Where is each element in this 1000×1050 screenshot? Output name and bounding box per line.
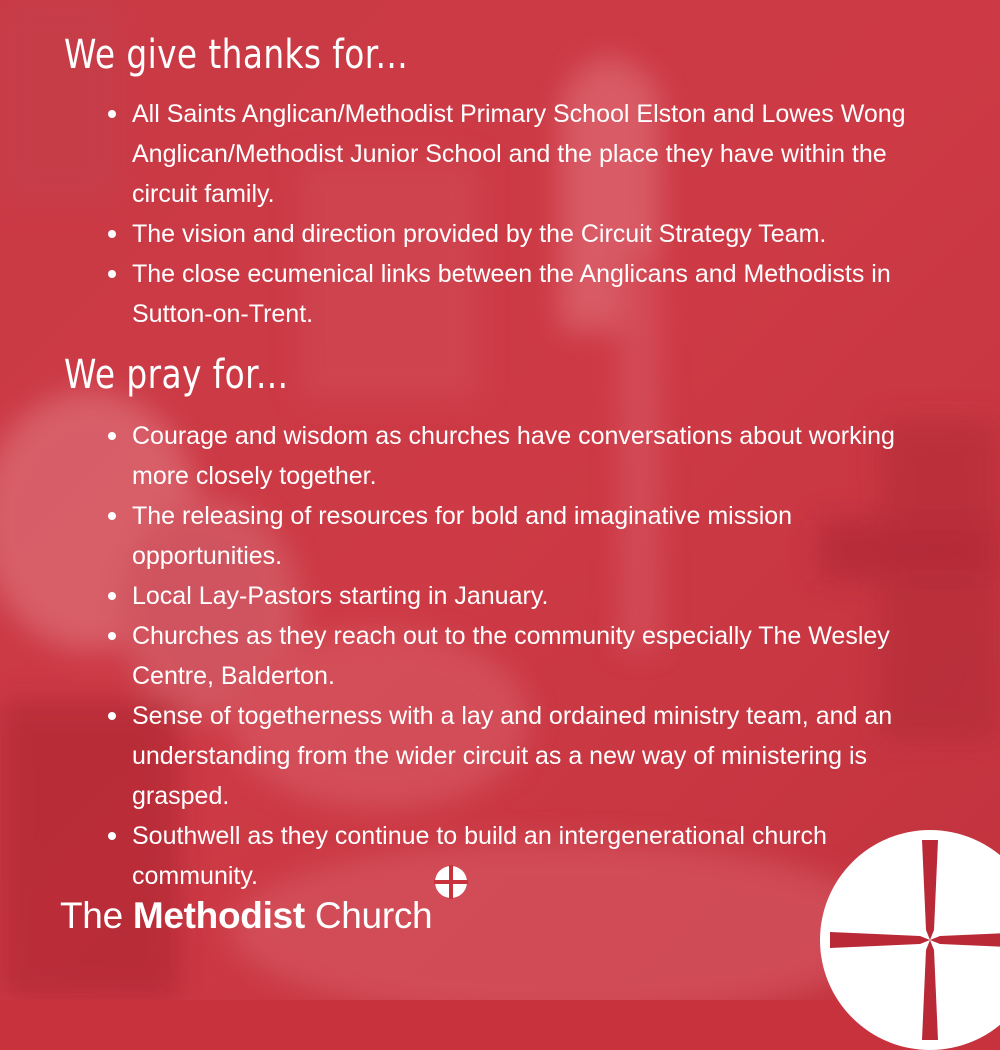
list-item: Sense of togetherness with a lay and ordained ministry team, and an understanding from the wider circuit as a new way of ministering is grasped. — [132, 696, 932, 816]
pray-heading: We pray for... — [64, 352, 289, 398]
bullet-icon — [108, 230, 116, 238]
list-item: Southwell as they continue to build an intergenerational church community. — [132, 816, 932, 896]
thanks-list — [132, 94, 922, 334]
bullet-icon — [108, 632, 116, 640]
bullet-icon — [108, 432, 116, 440]
bullet-icon — [108, 512, 116, 520]
bullet-icon — [108, 832, 116, 840]
list-item: Courage and wisdom as churches have conversations about working more closely together. — [132, 416, 932, 496]
list-item: All Saints Anglican/Methodist Primary School Elston and Lowes Wong Anglican/Methodist Junior School and the place they have within the circuit family. — [132, 94, 922, 214]
large-orb-and-cross-icon — [820, 830, 1000, 1050]
logo-word-church: Church — [314, 895, 433, 936]
bullet-icon — [108, 110, 116, 118]
list-item: Local Lay-Pastors starting in January. — [132, 576, 932, 616]
logo-word-the: The — [60, 895, 123, 936]
bullet-icon — [108, 592, 116, 600]
list-item: The releasing of resources for bold and imaginative mission opportunities. — [132, 496, 932, 576]
pray-list — [132, 416, 932, 896]
orb-and-cross-icon — [433, 864, 469, 900]
thanks-heading: We give thanks for... — [64, 32, 409, 78]
bullet-icon — [108, 712, 116, 720]
bullet-icon — [108, 270, 116, 278]
list-item: The close ecumenical links between the Anglicans and Methodists in Sutton-on-Trent. — [132, 254, 922, 334]
list-item: The vision and direction provided by the Circuit Strategy Team. — [132, 214, 922, 254]
methodist-church-logo-text — [60, 895, 432, 937]
logo-word-methodist: Methodist — [132, 895, 305, 936]
list-item: Churches as they reach out to the community especially The Wesley Centre, Balderton. — [132, 616, 932, 696]
